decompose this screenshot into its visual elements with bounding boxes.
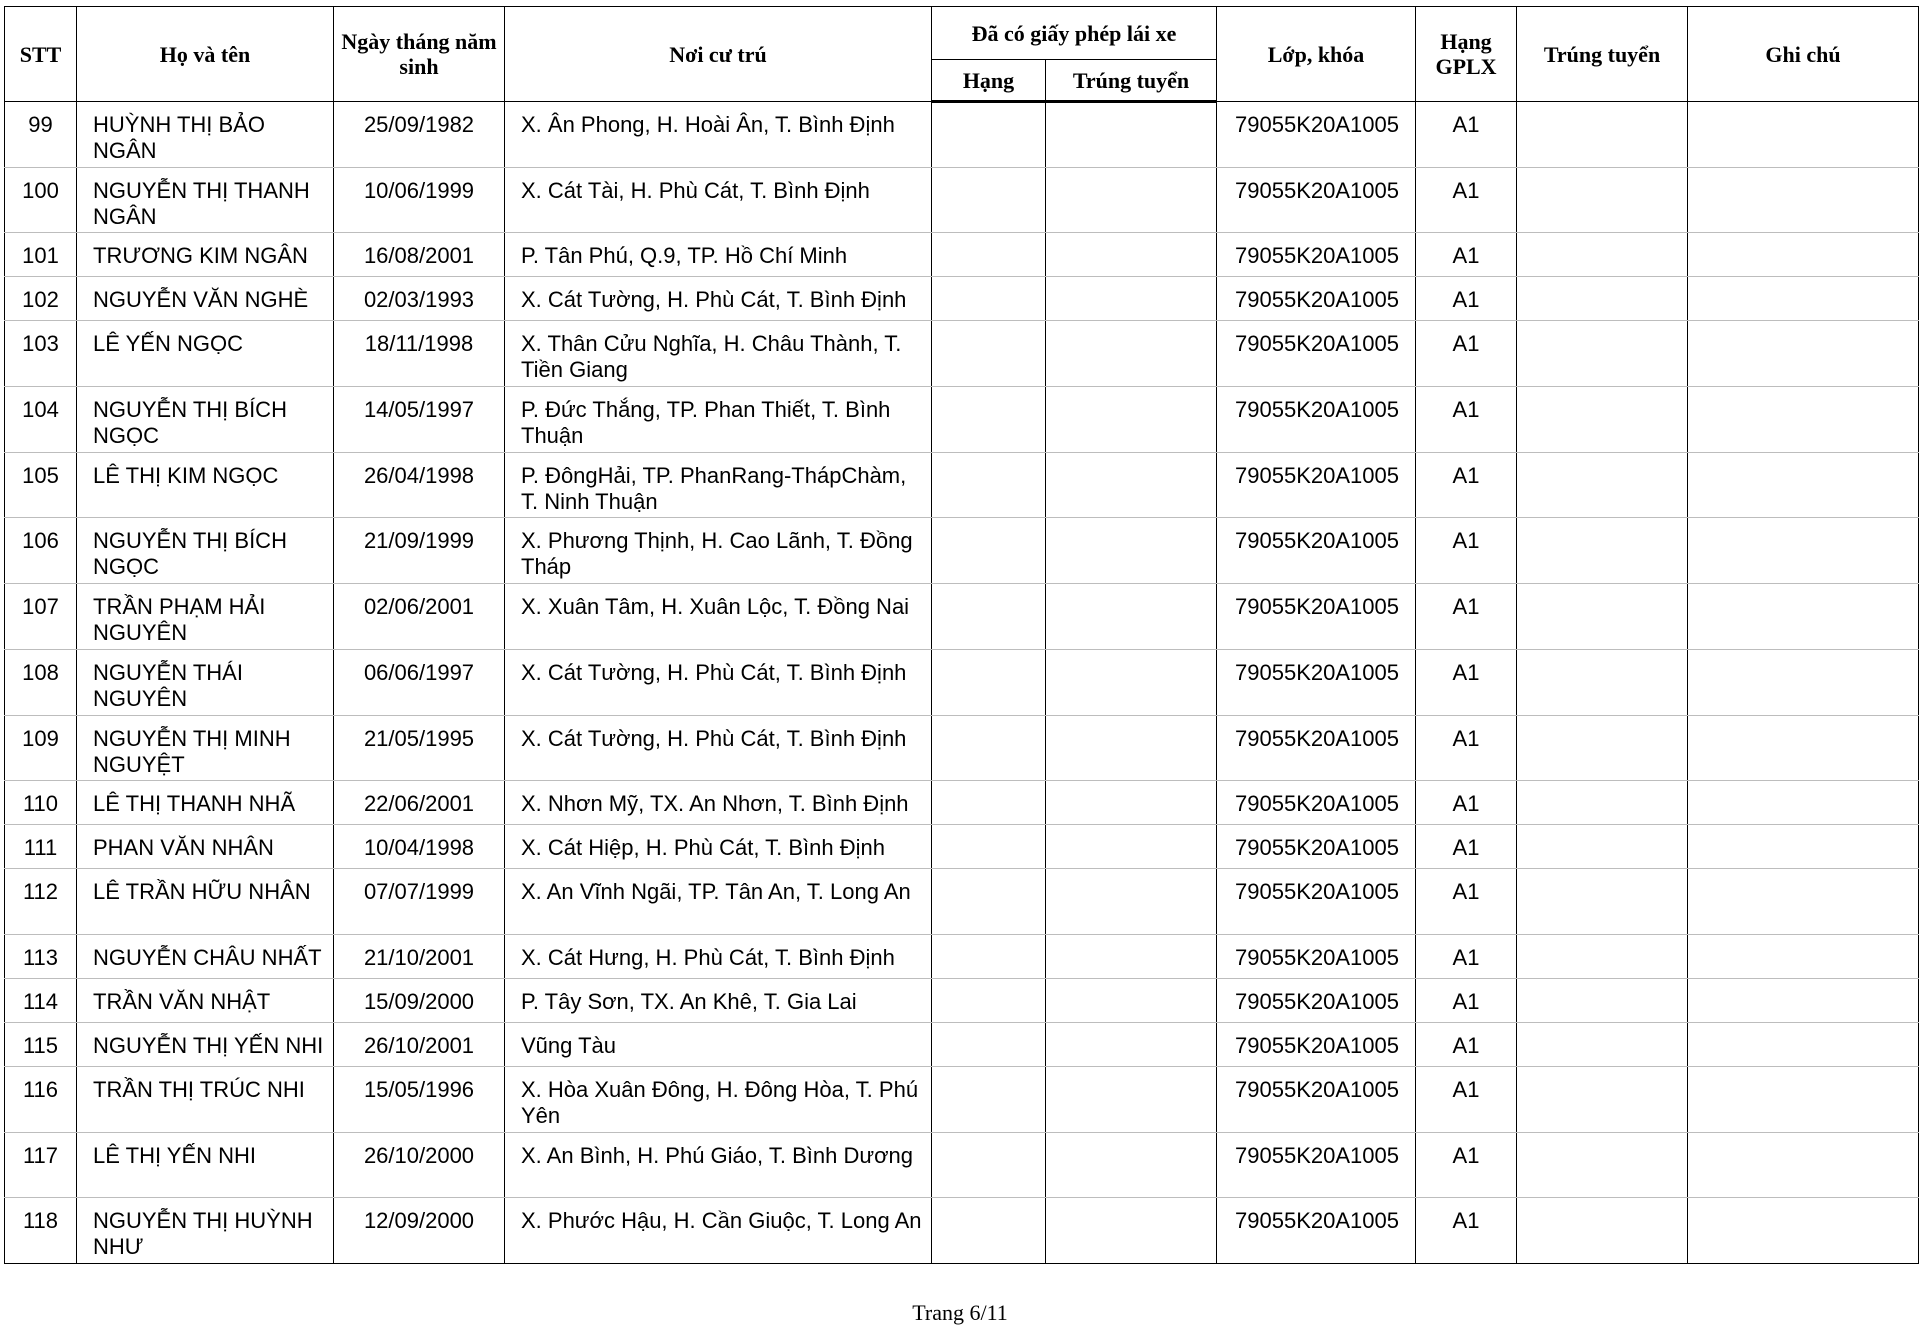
row-name: TRẦN PHẠM HẢI NGUYÊN [77, 584, 334, 650]
row-stt: 109 [5, 715, 77, 781]
row-name: NGUYỄN VĂN NGHÈ [77, 277, 334, 321]
row-license-rank [932, 452, 1046, 518]
row-passed [1517, 869, 1688, 935]
header-gplx-rank: Hạng GPLX [1416, 7, 1517, 102]
table-row [5, 277, 1919, 321]
row-license-passed [1046, 167, 1217, 233]
row-name: LÊ THỊ YẾN NHI [77, 1132, 334, 1198]
row-note [1688, 1066, 1919, 1132]
row-address: X. Cát Tường, H. Phù Cát, T. Bình Định [505, 649, 932, 715]
row-stt: 111 [5, 825, 77, 869]
row-address: P. Tân Phú, Q.9, TP. Hồ Chí Minh [505, 233, 932, 277]
row-license-rank [932, 781, 1046, 825]
row-gplx-rank: A1 [1416, 781, 1517, 825]
page-number: Trang 6/11 [912, 1300, 1008, 1325]
row-class: 79055K20A1005 [1217, 715, 1416, 781]
row-name: TRẦN VĂN NHẬT [77, 978, 334, 1022]
row-address: Vũng Tàu [505, 1022, 932, 1066]
row-class: 79055K20A1005 [1217, 167, 1416, 233]
row-class: 79055K20A1005 [1217, 102, 1416, 168]
row-name: LÊ TRẦN HỮU NHÂN [77, 869, 334, 935]
row-gplx-rank: A1 [1416, 1198, 1517, 1264]
row-note [1688, 978, 1919, 1022]
row-dob: 10/04/1998 [334, 825, 505, 869]
row-stt: 117 [5, 1132, 77, 1198]
row-stt: 115 [5, 1022, 77, 1066]
row-note [1688, 1198, 1919, 1264]
row-name: LÊ THỊ THANH NHÃ [77, 781, 334, 825]
row-passed [1517, 649, 1688, 715]
row-name: NGUYỄN THỊ BÍCH NGỌC [77, 518, 334, 584]
row-license-passed [1046, 321, 1217, 387]
row-note [1688, 1022, 1919, 1066]
table-row [5, 1066, 1919, 1132]
row-license-passed [1046, 1132, 1217, 1198]
row-note [1688, 1132, 1919, 1198]
row-license-passed [1046, 584, 1217, 650]
row-license-passed [1046, 649, 1217, 715]
row-note [1688, 233, 1919, 277]
row-dob: 02/06/2001 [334, 584, 505, 650]
row-passed [1517, 978, 1688, 1022]
header-name: Họ và tên [77, 7, 334, 102]
row-passed [1517, 518, 1688, 584]
row-license-passed [1046, 934, 1217, 978]
row-stt: 106 [5, 518, 77, 584]
row-address: X. Phương Thịnh, H. Cao Lãnh, T. Đồng Tháp [505, 518, 932, 584]
row-gplx-rank: A1 [1416, 715, 1517, 781]
row-note [1688, 518, 1919, 584]
row-license-rank [932, 1066, 1046, 1132]
row-license-rank [932, 978, 1046, 1022]
row-passed [1517, 167, 1688, 233]
table-row [5, 387, 1919, 453]
row-note [1688, 781, 1919, 825]
row-class: 79055K20A1005 [1217, 233, 1416, 277]
row-class: 79055K20A1005 [1217, 649, 1416, 715]
row-license-passed [1046, 869, 1217, 935]
row-gplx-rank: A1 [1416, 277, 1517, 321]
row-passed [1517, 1132, 1688, 1198]
row-gplx-rank: A1 [1416, 825, 1517, 869]
row-gplx-rank: A1 [1416, 1066, 1517, 1132]
row-class: 79055K20A1005 [1217, 1198, 1416, 1264]
row-stt: 107 [5, 584, 77, 650]
row-passed [1517, 452, 1688, 518]
row-license-passed [1046, 233, 1217, 277]
row-dob: 14/05/1997 [334, 387, 505, 453]
row-gplx-rank: A1 [1416, 1132, 1517, 1198]
row-stt: 104 [5, 387, 77, 453]
row-address: X. Hòa Xuân Đông, H. Đông Hòa, T. Phú Yên [505, 1066, 932, 1132]
row-gplx-rank: A1 [1416, 934, 1517, 978]
row-note [1688, 387, 1919, 453]
row-license-passed [1046, 978, 1217, 1022]
row-name: NGUYỄN THỊ HUỲNH NHƯ [77, 1198, 334, 1264]
row-class: 79055K20A1005 [1217, 518, 1416, 584]
row-license-passed [1046, 781, 1217, 825]
row-license-rank [932, 1022, 1046, 1066]
row-dob: 26/10/2000 [334, 1132, 505, 1198]
table-header [5, 7, 1919, 102]
row-note [1688, 715, 1919, 781]
row-license-passed [1046, 715, 1217, 781]
row-address: X. Cát Hiệp, H. Phù Cát, T. Bình Định [505, 825, 932, 869]
row-class: 79055K20A1005 [1217, 1066, 1416, 1132]
row-dob: 10/06/1999 [334, 167, 505, 233]
row-dob: 07/07/1999 [334, 869, 505, 935]
row-address: X. An Vĩnh Ngãi, TP. Tân An, T. Long An [505, 869, 932, 935]
row-gplx-rank: A1 [1416, 102, 1517, 168]
header-class: Lớp, khóa [1217, 7, 1416, 102]
table-row [5, 1132, 1919, 1198]
row-passed [1517, 102, 1688, 168]
row-license-rank [932, 167, 1046, 233]
row-license-passed [1046, 825, 1217, 869]
row-passed [1517, 321, 1688, 387]
row-note [1688, 869, 1919, 935]
header-license-group: Đã có giấy phép lái xe [932, 7, 1217, 60]
row-license-passed [1046, 518, 1217, 584]
row-name: NGUYỄN THỊ THANH NGÂN [77, 167, 334, 233]
row-gplx-rank: A1 [1416, 167, 1517, 233]
row-passed [1517, 233, 1688, 277]
row-passed [1517, 1022, 1688, 1066]
row-license-rank [932, 934, 1046, 978]
row-gplx-rank: A1 [1416, 584, 1517, 650]
row-dob: 26/04/1998 [334, 452, 505, 518]
row-passed [1517, 277, 1688, 321]
row-name: LÊ THỊ KIM NGỌC [77, 452, 334, 518]
row-license-rank [932, 825, 1046, 869]
row-address: X. Cát Hưng, H. Phù Cát, T. Bình Định [505, 934, 932, 978]
row-class: 79055K20A1005 [1217, 584, 1416, 650]
row-class: 79055K20A1005 [1217, 869, 1416, 935]
row-name: TRẦN THỊ TRÚC NHI [77, 1066, 334, 1132]
row-note [1688, 934, 1919, 978]
row-class: 79055K20A1005 [1217, 978, 1416, 1022]
row-name: NGUYỄN THÁI NGUYÊN [77, 649, 334, 715]
row-note [1688, 825, 1919, 869]
row-name: NGUYỄN CHÂU NHẤT [77, 934, 334, 978]
table-row [5, 781, 1919, 825]
row-class: 79055K20A1005 [1217, 934, 1416, 978]
row-dob: 12/09/2000 [334, 1198, 505, 1264]
row-gplx-rank: A1 [1416, 321, 1517, 387]
candidate-table [4, 6, 1919, 1264]
row-stt: 103 [5, 321, 77, 387]
row-name: TRƯƠNG KIM NGÂN [77, 233, 334, 277]
row-gplx-rank: A1 [1416, 518, 1517, 584]
table-row [5, 167, 1919, 233]
table-row [5, 233, 1919, 277]
row-license-rank [932, 584, 1046, 650]
row-name: PHAN VĂN NHÂN [77, 825, 334, 869]
row-license-passed [1046, 277, 1217, 321]
row-passed [1517, 781, 1688, 825]
row-license-rank [932, 277, 1046, 321]
header-note: Ghi chú [1688, 7, 1919, 102]
header-address: Nơi cư trú [505, 7, 932, 102]
header-license-passed: Trúng tuyển [1046, 60, 1217, 102]
row-class: 79055K20A1005 [1217, 321, 1416, 387]
row-passed [1517, 1198, 1688, 1264]
table-row [5, 934, 1919, 978]
table-row [5, 102, 1919, 168]
row-dob: 25/09/1982 [334, 102, 505, 168]
row-dob: 15/09/2000 [334, 978, 505, 1022]
row-address: X. Cát Tường, H. Phù Cát, T. Bình Định [505, 277, 932, 321]
row-gplx-rank: A1 [1416, 869, 1517, 935]
row-class: 79055K20A1005 [1217, 277, 1416, 321]
table-row [5, 825, 1919, 869]
row-name: NGUYỄN THỊ MINH NGUYỆT [77, 715, 334, 781]
row-license-rank [932, 649, 1046, 715]
table-row [5, 1022, 1919, 1066]
row-note [1688, 102, 1919, 168]
row-stt: 101 [5, 233, 77, 277]
row-license-passed [1046, 1066, 1217, 1132]
row-passed [1517, 934, 1688, 978]
row-gplx-rank: A1 [1416, 387, 1517, 453]
row-passed [1517, 584, 1688, 650]
row-address: X. Phước Hậu, H. Cần Giuộc, T. Long An [505, 1198, 932, 1264]
row-gplx-rank: A1 [1416, 649, 1517, 715]
row-name: LÊ YẾN NGỌC [77, 321, 334, 387]
row-dob: 21/10/2001 [334, 934, 505, 978]
row-address: P. ĐôngHải, TP. PhanRang-ThápChàm, T. Ninh Thuận [505, 452, 932, 518]
row-note [1688, 584, 1919, 650]
row-dob: 21/05/1995 [334, 715, 505, 781]
row-dob: 18/11/1998 [334, 321, 505, 387]
row-stt: 118 [5, 1198, 77, 1264]
table-row [5, 1198, 1919, 1264]
row-note [1688, 452, 1919, 518]
row-dob: 26/10/2001 [334, 1022, 505, 1066]
table-row [5, 649, 1919, 715]
row-license-passed [1046, 1022, 1217, 1066]
row-license-passed [1046, 387, 1217, 453]
row-stt: 108 [5, 649, 77, 715]
table-row [5, 715, 1919, 781]
table-row [5, 321, 1919, 387]
row-license-rank [932, 715, 1046, 781]
row-license-rank [932, 869, 1046, 935]
table-row [5, 869, 1919, 935]
row-address: X. Cát Tường, H. Phù Cát, T. Bình Định [505, 715, 932, 781]
row-stt: 116 [5, 1066, 77, 1132]
table-row [5, 452, 1919, 518]
row-stt: 114 [5, 978, 77, 1022]
row-license-rank [932, 518, 1046, 584]
header-license-rank: Hạng [932, 60, 1046, 102]
row-class: 79055K20A1005 [1217, 452, 1416, 518]
row-name: HUỲNH THỊ BẢO NGÂN [77, 102, 334, 168]
row-gplx-rank: A1 [1416, 978, 1517, 1022]
row-note [1688, 649, 1919, 715]
row-license-rank [932, 1132, 1046, 1198]
row-class: 79055K20A1005 [1217, 387, 1416, 453]
row-license-rank [932, 1198, 1046, 1264]
row-gplx-rank: A1 [1416, 1022, 1517, 1066]
row-dob: 22/06/2001 [334, 781, 505, 825]
row-license-rank [932, 387, 1046, 453]
row-dob: 16/08/2001 [334, 233, 505, 277]
row-dob: 02/03/1993 [334, 277, 505, 321]
row-dob: 15/05/1996 [334, 1066, 505, 1132]
row-license-passed [1046, 102, 1217, 168]
row-passed [1517, 825, 1688, 869]
row-address: X. Cát Tài, H. Phù Cát, T. Bình Định [505, 167, 932, 233]
row-class: 79055K20A1005 [1217, 825, 1416, 869]
row-address: X. An Bình, H. Phú Giáo, T. Bình Dương [505, 1132, 932, 1198]
row-stt: 113 [5, 934, 77, 978]
header-stt: STT [5, 7, 77, 102]
row-license-passed [1046, 1198, 1217, 1264]
row-address: X. Nhơn Mỹ, TX. An Nhơn, T. Bình Định [505, 781, 932, 825]
row-stt: 112 [5, 869, 77, 935]
row-address: X. Xuân Tâm, H. Xuân Lộc, T. Đồng Nai [505, 584, 932, 650]
row-note [1688, 167, 1919, 233]
row-gplx-rank: A1 [1416, 233, 1517, 277]
row-stt: 102 [5, 277, 77, 321]
row-address: P. Đức Thắng, TP. Phan Thiết, T. Bình Thuận [505, 387, 932, 453]
row-address: P. Tây Sơn, TX. An Khê, T. Gia Lai [505, 978, 932, 1022]
row-name: NGUYỄN THỊ BÍCH NGỌC [77, 387, 334, 453]
row-class: 79055K20A1005 [1217, 781, 1416, 825]
row-address: X. Thân Cửu Nghĩa, H. Châu Thành, T. Tiền Giang [505, 321, 932, 387]
row-stt: 105 [5, 452, 77, 518]
table-body [5, 102, 1919, 1264]
table-row [5, 518, 1919, 584]
row-class: 79055K20A1005 [1217, 1132, 1416, 1198]
row-passed [1517, 387, 1688, 453]
header-dob: Ngày tháng năm sinh [334, 7, 505, 102]
row-stt: 99 [5, 102, 77, 168]
row-note [1688, 277, 1919, 321]
row-license-passed [1046, 452, 1217, 518]
row-stt: 100 [5, 167, 77, 233]
row-dob: 21/09/1999 [334, 518, 505, 584]
row-dob: 06/06/1997 [334, 649, 505, 715]
row-license-rank [932, 233, 1046, 277]
row-passed [1517, 715, 1688, 781]
row-address: X. Ân Phong, H. Hoài Ân, T. Bình Định [505, 102, 932, 168]
row-license-rank [932, 321, 1046, 387]
table-row [5, 584, 1919, 650]
row-stt: 110 [5, 781, 77, 825]
row-gplx-rank: A1 [1416, 452, 1517, 518]
row-license-rank [932, 102, 1046, 168]
table-row [5, 978, 1919, 1022]
row-note [1688, 321, 1919, 387]
header-passed: Trúng tuyển [1517, 7, 1688, 102]
row-class: 79055K20A1005 [1217, 1022, 1416, 1066]
row-name: NGUYỄN THỊ YẾN NHI [77, 1022, 334, 1066]
row-passed [1517, 1066, 1688, 1132]
